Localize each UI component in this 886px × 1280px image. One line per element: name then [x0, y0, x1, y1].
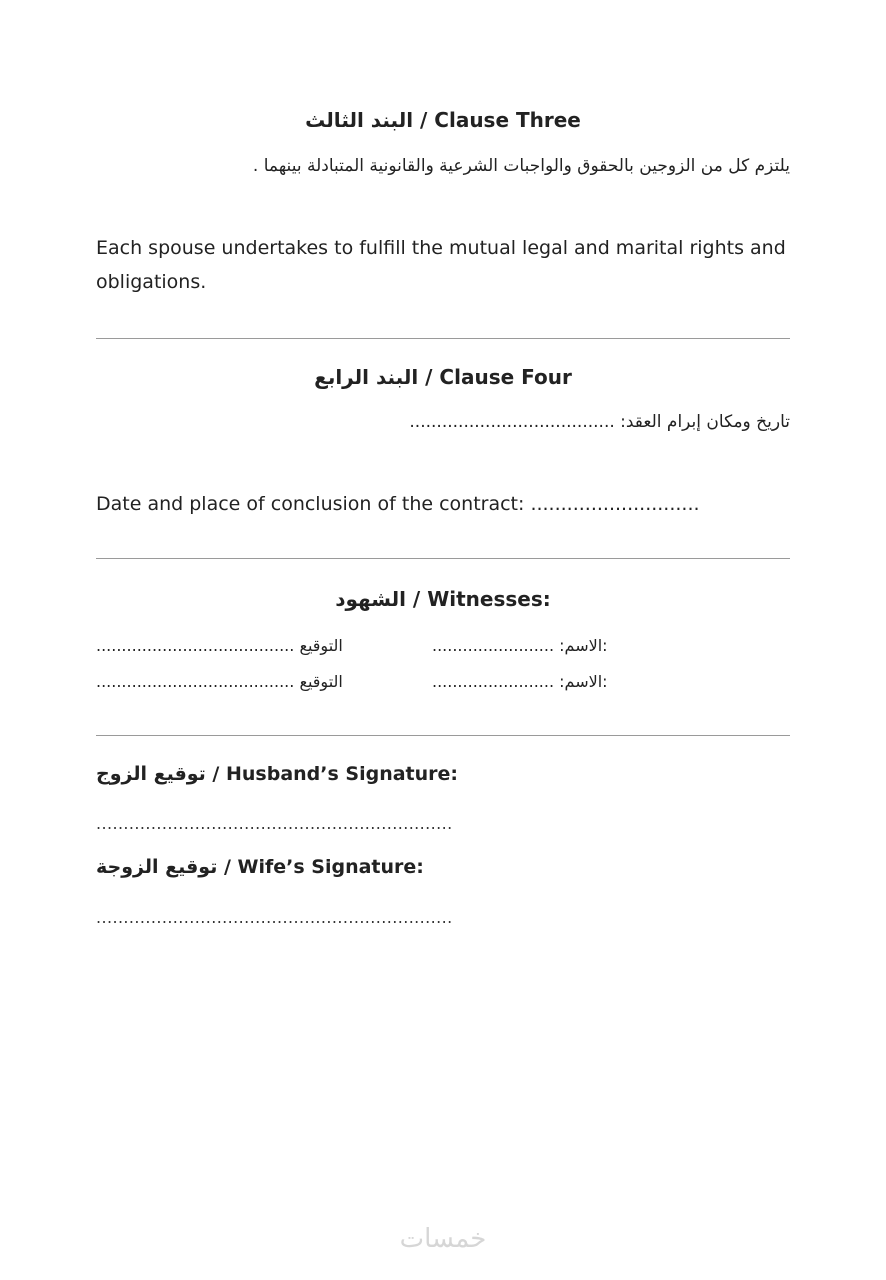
divider	[96, 338, 790, 339]
wife-signature-heading: توقيع الزوجة / Wife’s Signature:	[96, 856, 424, 878]
witness-name-field: :الاسم: ........................	[432, 672, 608, 691]
clause-four-english-text: Date and place of conclusion of the contract: ............................	[96, 493, 700, 515]
witness-signature-field: التوقيع .......................................	[96, 636, 343, 655]
clause-three-english-text: Each spouse undertakes to fulfill the mutual legal and marital rights and obligations.	[96, 237, 786, 293]
husband-signature-heading: توقيع الزوج / Husband’s Signature:	[96, 763, 459, 785]
wife-signature-line: .................................................................	[96, 908, 453, 927]
witness-signature-field: التوقيع .......................................	[96, 672, 343, 691]
husband-signature-line: .................................................................	[96, 814, 453, 833]
divider	[96, 735, 790, 736]
witness-row	[96, 636, 790, 662]
clause-three-heading: البند الثالث / Clause Three	[305, 108, 581, 132]
divider	[96, 558, 790, 559]
witness-name-field: :الاسم: ........................	[432, 636, 608, 655]
witnesses-heading: الشهود / Witnesses:	[335, 587, 551, 611]
clause-three-arabic-text: يلتزم كل من الزوجين بالحقوق والواجبات الشرعية والقانونية المتبادلة بينهما .	[252, 156, 790, 176]
clause-four-heading: البند الرابع / Clause Four	[314, 365, 572, 389]
clause-four-arabic-text: تاريخ ومكان إبرام العقد: ......................................	[409, 412, 790, 432]
witness-row	[96, 672, 790, 698]
watermark-logo: خمسات	[399, 1224, 487, 1254]
